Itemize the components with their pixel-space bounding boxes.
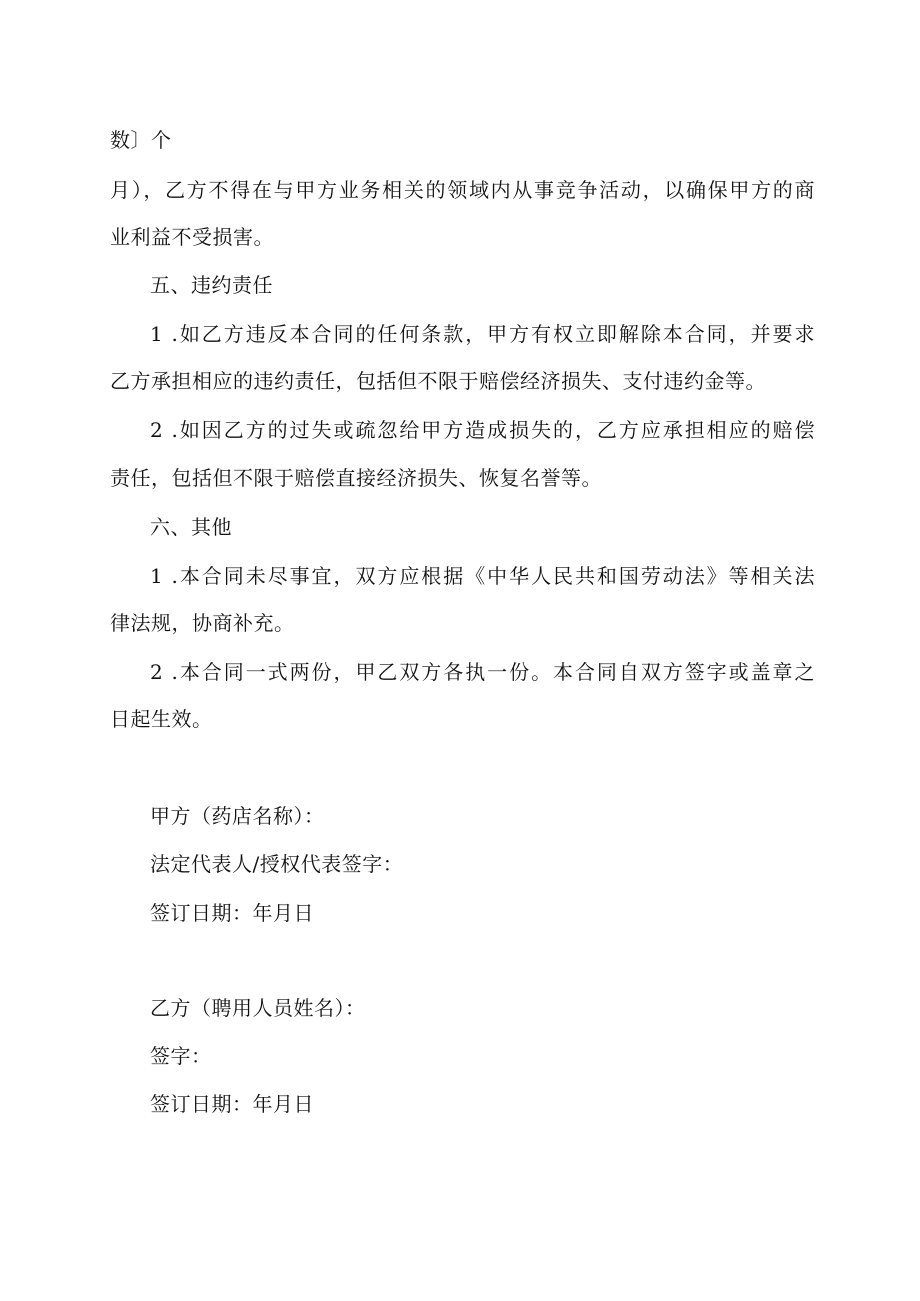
party-b-name: 乙方（聘用人员姓名）： <box>150 996 366 1020</box>
prev-clause-line-2: 月），乙方不得在与甲方业务相关的领域内从事竞争活动，以确保甲方的商 <box>110 178 815 202</box>
prev-clause-line-1: 数〕个 <box>110 128 172 152</box>
section-6-item-1-line-2: 律法规，协商补充。 <box>110 611 295 635</box>
section-5-item-1-line-2: 乙方承担相应的违约责任，包括但不限于赔偿经济损失、支付违约金等。 <box>110 369 766 393</box>
prev-clause-line-3: 业利益不受损害。 <box>110 225 274 249</box>
section-6-heading: 六、其他 <box>150 515 232 539</box>
section-5-heading: 五、违约责任 <box>150 273 273 297</box>
section-5-item-2-line-1: 2 .如因乙方的过失或疏忽给甲方造成损失的，乙方应承担相应的赔偿 <box>150 418 815 442</box>
section-6-item-1-line-1: 1 .本合同未尽事宜，双方应根据《中华人民共和国劳动法》等相关法 <box>150 564 815 588</box>
section-5-item-1-line-1: 1 .如乙方违反本合同的任何条款，甲方有权立即解除本合同，并要求 <box>150 322 815 346</box>
party-a-name: 甲方（药店名称）： <box>150 804 325 828</box>
party-a-sign-date: 签订日期：年月日 <box>150 901 314 925</box>
section-5-item-2-line-2: 责任，包括但不限于赔偿直接经济损失、恢复名誉等。 <box>110 466 602 490</box>
party-b-signature: 签字： <box>150 1044 212 1068</box>
section-6-item-2-line-1: 2 .本合同一式两份，甲乙双方各执一份。本合同自双方签字或盖章之 <box>150 660 815 684</box>
party-a-representative-signature: 法定代表人/授权代表签字： <box>150 852 404 876</box>
section-6-item-2-line-2: 日起生效。 <box>110 707 213 731</box>
party-b-sign-date: 签订日期：年月日 <box>150 1092 314 1116</box>
